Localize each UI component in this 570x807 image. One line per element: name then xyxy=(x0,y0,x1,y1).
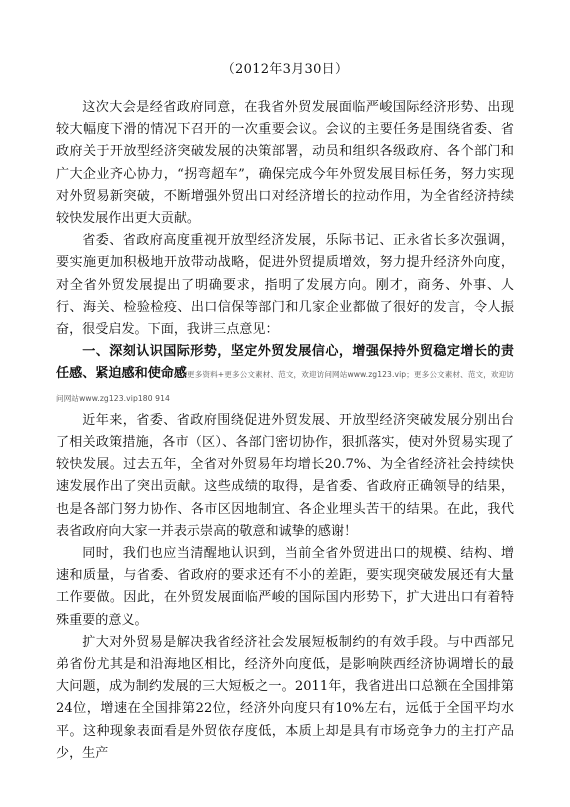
document-date: （2012年3月30日） xyxy=(221,62,349,77)
paragraph-awareness: 同时，我们也应当清醒地认识到，当前全省外贸进出口的规模、结构、增速和质量，与省委、省政府的要求还有不小的差距，要实现突破发展还有大量工作要做。因此，在外贸发展面临严峻的国际国内形势下，扩大进出口有着特殊重要的意义。 xyxy=(56,546,514,628)
ad-watermark-text: 更多资料+更多公文素材、范文，欢迎访问网站www.zg123.vip；更多公文素材、范文，欢迎访问网站www.zg123.vip180 914 xyxy=(56,370,515,403)
paragraph-intro: 这次大会是经省政府同意，在我省外贸发展面临严峻国际经济形势、出现较大幅度下滑的情况下召开的一次重要会议。会议的主要任务是围绕省委、省政府关于开放型经济突破发展的决策部署，动员和组织各级政府、各个部门和广大企业齐心协力，“拐弯超车”，确保完成今年外贸发展目标任务，努力实现对外贸易新突破，不断增强外贸出口对经济增长的拉动作用，为全省经济持续较快发展作出更大贡献。 xyxy=(56,100,514,227)
section-heading-1 xyxy=(56,341,514,410)
paragraph-achievements: 近年来，省委、省政府围绕促进外贸发展、开放型经济突破发展分别出台了相关政策措施，各市（区）、各部门密切协作，狠抓落实，使对外贸易实现了较快发展。过去五年，全省对外贸易年均增长20.7%、为全省经济社会持续快速发展作出了突出贡献。这些成绩的取得，是省委、省政府正确领导的结果，也是各部门努力协作、各市区因地制宜、各企业埋头苦干的结果。在此，我代表省政府向大家一并表示崇高的敬意和诚挚的感谢！ xyxy=(56,412,514,539)
paragraph-context: 省委、省政府高度重视开放型经济发展，乐际书记、正永省长多次强调，要实施更加积极地开放带动战略，促进外贸提质增效，努力提升经济外向度，对全省外贸发展提出了明确要求，指明了发展方向。刚才，商务、外事、人行、海关、检验检疫、出口信保等部门和几家企业都做了很好的发言，令人振奋，很受启发。下面，我讲三点意见： xyxy=(56,233,514,338)
section-heading-text: 一、深刻认识国际形势，坚定外贸发展信心，增强保持外贸稳定增长的责任感、紧迫感和使命感 xyxy=(56,344,514,382)
document-body xyxy=(56,97,514,765)
paragraph-trade-expansion: 扩大对外贸易是解决我省经济社会发展短板制约的有效手段。与中西部兄弟省份尤其是和沿海地区相比，经济外向度低，是影响陕西经济协调增长的最大问题，成为制约发展的三大短板之一。2011年，我省进出口总额在全国排第24位，增速在全国排第22位，经济外向度只有10%左右，远低于全国平均水平。这种现象表面看是外贸依存度低，本质上却是具有市场竞争力的主打产品少，生产 xyxy=(56,634,514,761)
